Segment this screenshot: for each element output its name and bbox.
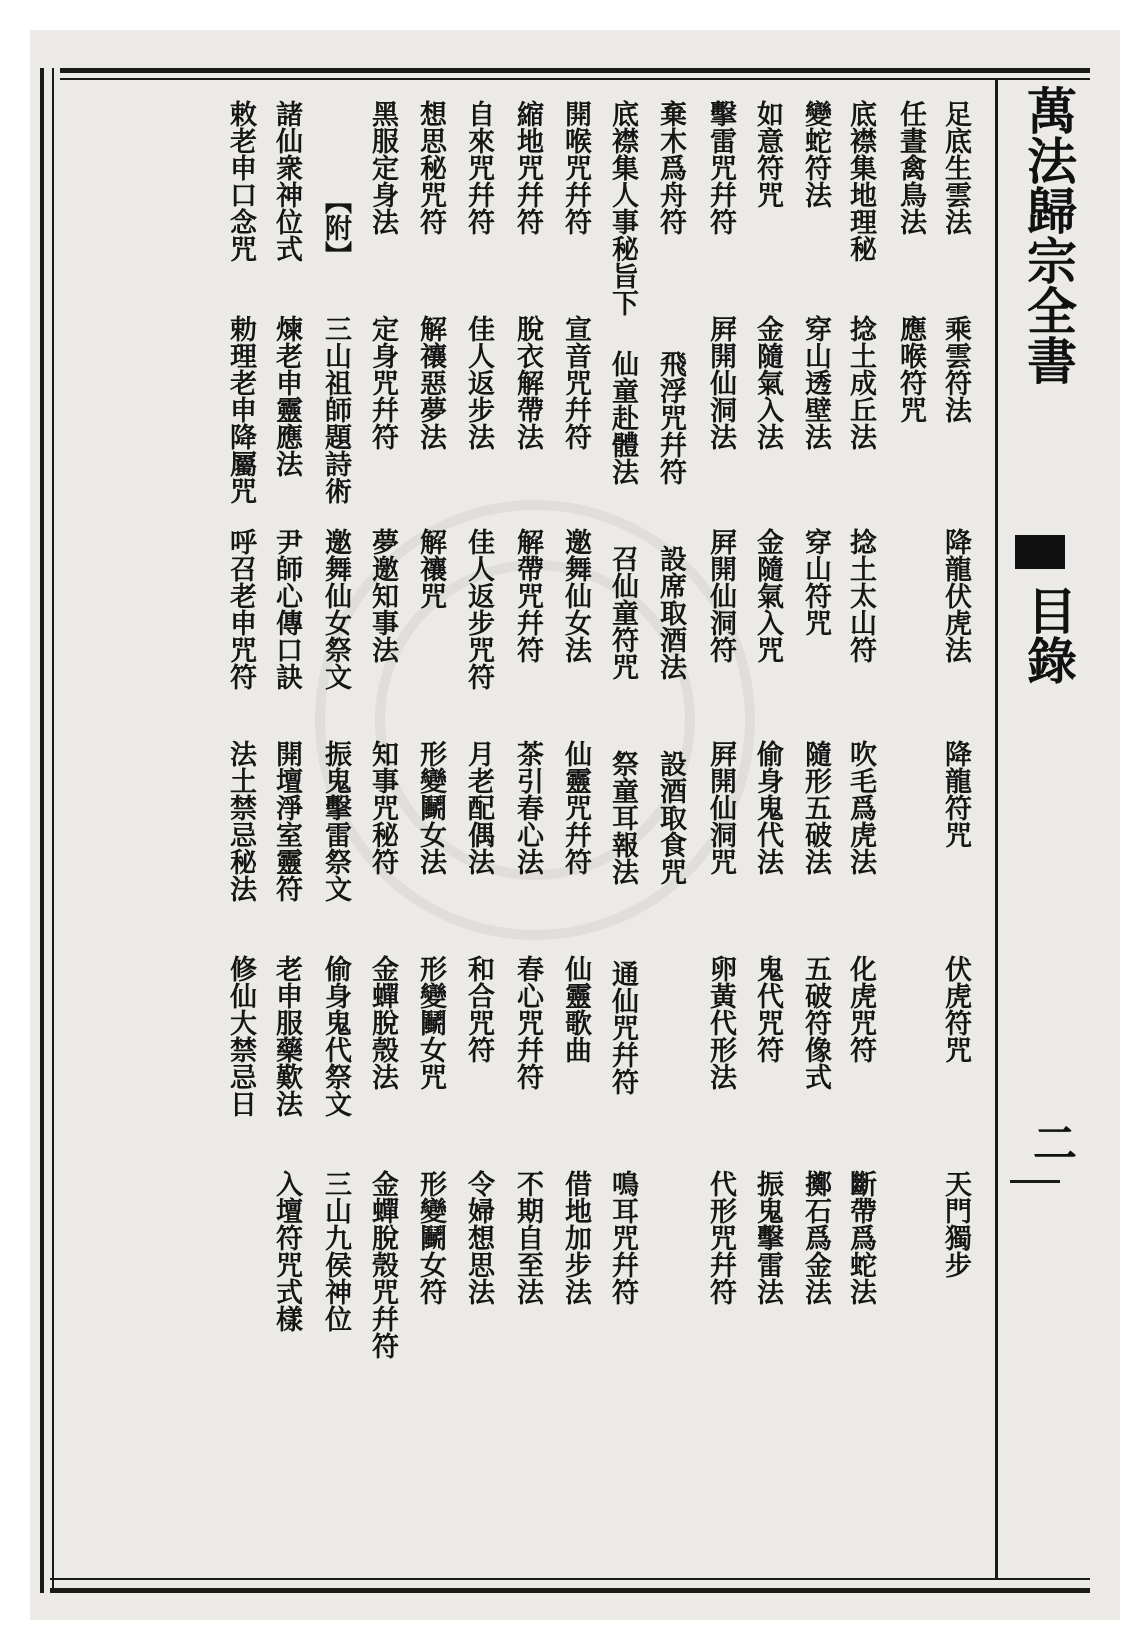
toc-entry: 振鬼擊雷祭文 — [320, 740, 351, 902]
toc-entry: 解禳惡夢法 — [415, 315, 446, 450]
toc-entry: 伏虎符咒 — [940, 955, 971, 1063]
toc-entry: 勅理老申降屬咒 — [225, 315, 256, 504]
toc-entry: 呼召老申咒符 — [225, 528, 256, 690]
toc-entry: 偷身鬼代祭文 — [320, 955, 351, 1117]
toc-entry: 【附】 — [320, 187, 351, 268]
toc-entry: 敕老申口念咒 — [225, 100, 256, 262]
toc-entry: 屛開仙洞法 — [705, 315, 736, 450]
toc-entry: 化虎咒符 — [845, 955, 876, 1063]
toc-entry: 不期自至法 — [512, 1170, 543, 1305]
toc-entry: 擊雷咒幷符 — [705, 100, 736, 235]
toc-entry: 斷帶爲蛇法 — [845, 1170, 876, 1305]
toc-entry: 仙童赴體法 — [607, 350, 638, 485]
toc-entry: 佳人返步咒符 — [463, 528, 494, 690]
page-number: 二 — [1025, 1120, 1076, 1164]
toc-entry: 底襟集人事秘旨下 — [607, 100, 638, 316]
toc-entry: 偷身鬼代法 — [752, 740, 783, 875]
toc-entry: 隨形五破法 — [800, 740, 831, 875]
toc-entry: 通仙咒幷符 — [607, 960, 638, 1095]
toc-entry: 法土禁忌秘法 — [225, 740, 256, 902]
scanned-page — [30, 30, 1120, 1620]
toc-entry: 諸仙衆神位式 — [271, 100, 302, 262]
toc-entry: 入壇符咒式樣 — [271, 1170, 302, 1332]
toc-entry: 春心咒幷符 — [512, 955, 543, 1090]
toc-entry: 三山九侯神位 — [320, 1170, 351, 1332]
toc-entry: 形變鬭女法 — [415, 740, 446, 875]
toc-entry: 穿山符咒 — [800, 528, 831, 636]
toc-entry: 變蛇符法 — [800, 100, 831, 208]
toc-entry: 解帶咒幷符 — [512, 528, 543, 663]
toc-entry: 形變鬭女咒 — [415, 955, 446, 1090]
toc-entry: 吹毛爲虎法 — [845, 740, 876, 875]
toc-entry: 縮地咒幷符 — [512, 100, 543, 235]
toc-entry: 佳人返步法 — [463, 315, 494, 450]
toc-entry: 想思秘咒符 — [415, 100, 446, 235]
page-number-divider — [1010, 1180, 1060, 1183]
toc-entry: 借地加步法 — [560, 1170, 591, 1305]
toc-entry: 定身咒幷符 — [367, 315, 398, 450]
toc-entry: 代形咒幷符 — [705, 1170, 736, 1305]
toc-entry: 卵黃代形法 — [705, 955, 736, 1090]
toc-entry: 脫衣解帶法 — [512, 315, 543, 450]
toc-entry: 足底生雲法 — [940, 100, 971, 235]
toc-entry: 鬼代咒符 — [752, 955, 783, 1063]
toc-entry: 捻土太山符 — [845, 528, 876, 663]
toc-entry: 知事咒秘符 — [367, 740, 398, 875]
toc-entry: 煉老申靈應法 — [271, 315, 302, 477]
toc-entry: 祭童耳報法 — [607, 750, 638, 885]
toc-entry: 解禳咒 — [415, 528, 446, 609]
bottom-border-thick — [50, 1588, 1090, 1593]
left-border-thick — [40, 68, 44, 1593]
toc-entry: 擲石爲金法 — [800, 1170, 831, 1305]
top-border-thick — [60, 68, 1090, 73]
toc-entry: 五破符像式 — [800, 955, 831, 1090]
toc-entry: 飛浮咒幷符 — [655, 350, 686, 485]
toc-entry: 金隨氣入咒 — [752, 528, 783, 663]
toc-entry: 屛開仙洞咒 — [705, 740, 736, 875]
toc-entry: 如意符咒 — [752, 100, 783, 208]
bottom-border-thin — [50, 1578, 1090, 1580]
title-divider — [995, 78, 998, 1578]
toc-entry: 邀舞仙女祭文 — [320, 528, 351, 690]
title-separator-bar — [1015, 535, 1065, 569]
toc-entry: 召仙童符咒 — [607, 545, 638, 680]
toc-entry: 修仙大禁忌日 — [225, 955, 256, 1117]
toc-entry: 屛開仙洞符 — [705, 528, 736, 663]
toc-entry: 和合咒符 — [463, 955, 494, 1063]
toc-entry: 設酒取食咒 — [655, 750, 686, 885]
toc-entry: 開喉咒幷符 — [560, 100, 591, 235]
toc-entry: 仙靈歌曲 — [560, 955, 591, 1063]
toc-entry: 令婦想思法 — [463, 1170, 494, 1305]
toc-entry: 鳴耳咒幷符 — [607, 1170, 638, 1305]
toc-entry: 金隨氣入法 — [752, 315, 783, 450]
toc-entry: 設席取酒法 — [655, 545, 686, 680]
toc-entry: 捻土成丘法 — [845, 315, 876, 450]
toc-entry: 老申服藥歎法 — [271, 955, 302, 1117]
toc-entry: 月老配偶法 — [463, 740, 494, 875]
toc-entry: 乘雲符法 — [940, 315, 971, 423]
toc-entry: 黑服定身法 — [367, 100, 398, 235]
toc-entry: 穿山透壁法 — [800, 315, 831, 450]
toc-entry: 宣音咒幷符 — [560, 315, 591, 450]
toc-entry: 天門獨步 — [940, 1170, 971, 1278]
toc-entry: 開壇淨室靈符 — [271, 740, 302, 902]
toc-entry: 應喉符咒 — [895, 315, 926, 423]
toc-entry: 自來咒幷符 — [463, 100, 494, 235]
toc-entry: 底襟集地理秘 — [845, 100, 876, 262]
toc-entry: 形變鬭女符 — [415, 1170, 446, 1305]
toc-entry: 金蟬脫殼法 — [367, 955, 398, 1090]
toc-entry: 邀舞仙女法 — [560, 528, 591, 663]
book-title: 萬法歸宗全書 — [1019, 85, 1078, 385]
toc-entry: 夢邀知事法 — [367, 528, 398, 663]
toc-entry: 降龍符咒 — [940, 740, 971, 848]
toc-entry: 尹師心傳口訣 — [271, 528, 302, 690]
toc-entry: 金蟬脫殼咒幷符 — [367, 1170, 398, 1359]
toc-entry: 茶引春心法 — [512, 740, 543, 875]
toc-entry: 仙靈咒幷符 — [560, 740, 591, 875]
toc-entry: 三山祖師題詩術 — [320, 315, 351, 504]
top-border-thin — [60, 78, 1090, 80]
toc-entry: 降龍伏虎法 — [940, 528, 971, 663]
section-title: 目錄 — [1019, 585, 1078, 685]
toc-entry: 任晝禽鳥法 — [895, 100, 926, 235]
toc-entry: 振鬼擊雷法 — [752, 1170, 783, 1305]
left-border-thin — [52, 68, 54, 1593]
toc-entry: 棄木爲舟符 — [655, 100, 686, 235]
